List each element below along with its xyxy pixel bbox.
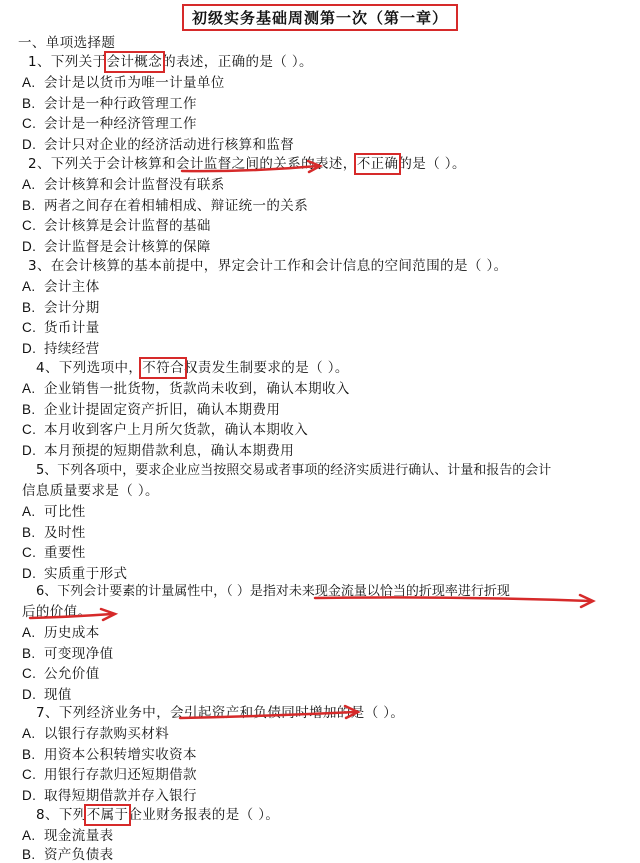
question-4-highlight: 不符合 — [142, 360, 184, 376]
option-letter: B. — [22, 198, 36, 213]
option-letter: A. — [22, 75, 36, 90]
question-6-line-1: 6、下列会计要素的计量属性中，（ ）是指对未来现金流量以恰当的折现率进行折现 — [36, 584, 510, 599]
option-text: 企业销售一批货物，货款尚未收到，确认本期收入 — [44, 381, 350, 397]
option-letter: D. — [22, 443, 37, 458]
question-4 — [36, 356, 349, 376]
q7-option-a — [22, 722, 169, 742]
q1-option-c — [22, 112, 197, 132]
option-text: 取得短期借款并存入银行 — [44, 788, 197, 804]
q3-option-a — [22, 275, 100, 295]
option-letter: A. — [22, 381, 36, 396]
question-2-pre: 2、下列关于会计核算和会计监督之间的关系的表述， — [28, 156, 357, 172]
q1-option-d — [22, 133, 294, 153]
option-letter: A. — [22, 504, 36, 519]
option-letter: D. — [22, 341, 37, 356]
question-5-line-2: 信息质量要求是（ ）。 — [22, 483, 159, 499]
question-3: 3、在会计核算的基本前提中，界定会计工作和会计信息的空间范围的是（ ）。 — [28, 258, 508, 274]
title-wrap — [0, 4, 640, 31]
option-text: 企业计提固定资产折旧，确认本期费用 — [44, 402, 281, 418]
q4-option-d — [22, 439, 294, 459]
option-text: 两者之间存在着相辅相成、辩证统一的关系 — [44, 198, 309, 214]
q6-option-a — [22, 621, 100, 641]
option-letter: C. — [22, 422, 37, 437]
option-text: 用资本公积转增实收资本 — [44, 747, 197, 763]
q4-option-a — [22, 377, 350, 397]
annotation-arrow-q6-head — [580, 595, 593, 607]
option-letter: B. — [22, 646, 36, 661]
option-text: 以银行存款购买材料 — [44, 726, 170, 742]
option-letter: B. — [22, 847, 36, 862]
option-letter: B. — [22, 525, 36, 540]
option-text: 可比性 — [44, 504, 86, 520]
option-letter: C. — [22, 666, 37, 681]
question-1-highlight: 会计概念 — [106, 54, 163, 70]
option-text: 历史成本 — [44, 625, 100, 641]
q3-option-d — [22, 337, 100, 357]
option-letter: D. — [22, 239, 37, 254]
question-6-line-2: 后的价值。 — [22, 604, 92, 620]
question-1-post: 的表述，正确的是（ ）。 — [162, 54, 313, 70]
option-letter: A. — [22, 726, 36, 741]
q5-option-a — [22, 500, 86, 520]
question-2 — [28, 152, 466, 172]
q7-option-d — [22, 784, 197, 804]
option-text: 会计核算是会计监督的基础 — [44, 218, 211, 234]
q2-option-c — [22, 214, 211, 234]
option-text: 会计只对企业的经济活动进行核算和监督 — [44, 137, 295, 153]
annotation-arrow-q6-line2-head — [101, 609, 115, 620]
option-text: 可变现净值 — [44, 646, 114, 662]
q2-option-d — [22, 235, 211, 255]
q1-option-a — [22, 71, 225, 91]
section-heading: 一、单项选择题 — [18, 35, 116, 51]
option-text: 资产负债表 — [44, 847, 114, 863]
option-letter: A. — [22, 177, 36, 192]
question-4-pre: 4、下列选项中， — [36, 360, 143, 376]
option-text: 会计是一种行政管理工作 — [44, 96, 197, 112]
question-7: 7、下列经济业务中，会引起资产和负债同时增加的是（ ）。 — [36, 705, 405, 721]
option-text: 会计主体 — [44, 279, 100, 295]
option-letter: A. — [22, 625, 36, 640]
option-letter: A. — [22, 828, 36, 843]
option-text: 公允价值 — [44, 666, 100, 682]
option-text: 会计分期 — [44, 300, 100, 316]
q8-option-b — [22, 843, 114, 863]
option-text: 持续经营 — [44, 341, 100, 357]
q2-option-b — [22, 194, 308, 214]
option-text: 本月收到客户上月所欠货款，确认本期收入 — [44, 422, 309, 438]
q4-option-b — [22, 398, 280, 418]
option-text: 货币计量 — [44, 320, 100, 336]
option-letter: D. — [22, 137, 37, 152]
option-text: 现金流量表 — [44, 828, 114, 844]
question-1 — [28, 50, 313, 70]
question-4-post: 权责发生制要求的是（ ）。 — [184, 360, 349, 376]
option-letter: C. — [22, 767, 37, 782]
question-8-post: 企业财务报表的是（ ）。 — [128, 807, 280, 823]
option-letter: B. — [22, 747, 36, 762]
q2-option-a — [22, 173, 225, 193]
option-letter: B. — [22, 96, 36, 111]
option-letter: A. — [22, 279, 36, 294]
page-title: 初级实务基础周测第一次（第一章） — [182, 4, 458, 31]
question-2-post: 的是（ ）。 — [398, 156, 466, 172]
q3-option-c — [22, 316, 100, 336]
q1-option-b — [22, 92, 197, 112]
option-letter: D. — [22, 687, 37, 702]
question-1-pre: 1、下列关于 — [28, 54, 107, 70]
question-5-line-1: 5、下列各项中，要求企业应当按照交易或者事项的经济实质进行确认、计量和报告的会计 — [36, 463, 552, 478]
q5-option-d — [22, 562, 127, 582]
q6-option-d — [22, 683, 72, 703]
option-text: 实质重于形式 — [44, 566, 128, 582]
option-letter: C. — [22, 320, 37, 335]
option-text: 会计监督是会计核算的保障 — [44, 239, 211, 255]
q4-option-c — [22, 418, 308, 438]
q5-option-c — [22, 541, 86, 561]
q3-option-b — [22, 296, 100, 316]
option-text: 会计核算和会计监督没有联系 — [44, 177, 225, 193]
question-8 — [36, 803, 279, 823]
option-text: 用银行存款归还短期借款 — [44, 767, 197, 783]
option-text: 会计是以货币为唯一计量单位 — [44, 75, 225, 91]
question-8-pre: 8、下列 — [36, 807, 87, 823]
option-text: 现值 — [44, 687, 72, 703]
q7-option-c — [22, 763, 197, 783]
option-text: 及时性 — [44, 525, 86, 541]
option-text: 本月预提的短期借款利息，确认本期费用 — [44, 443, 295, 459]
option-letter: C. — [22, 218, 37, 233]
option-text: 会计是一种经济管理工作 — [44, 116, 197, 132]
option-letter: D. — [22, 788, 37, 803]
option-text: 重要性 — [44, 545, 86, 561]
option-letter: B. — [22, 300, 36, 315]
q7-option-b — [22, 743, 197, 763]
question-8-highlight: 不属于 — [86, 807, 129, 823]
q8-option-a — [22, 824, 114, 844]
option-letter: C. — [22, 545, 37, 560]
option-letter: D. — [22, 566, 37, 581]
option-letter: C. — [22, 116, 37, 131]
q6-option-c — [22, 662, 100, 682]
question-2-highlight: 不正确 — [356, 156, 399, 172]
q6-option-b — [22, 642, 114, 662]
q5-option-b — [22, 521, 86, 541]
option-letter: B. — [22, 402, 36, 417]
